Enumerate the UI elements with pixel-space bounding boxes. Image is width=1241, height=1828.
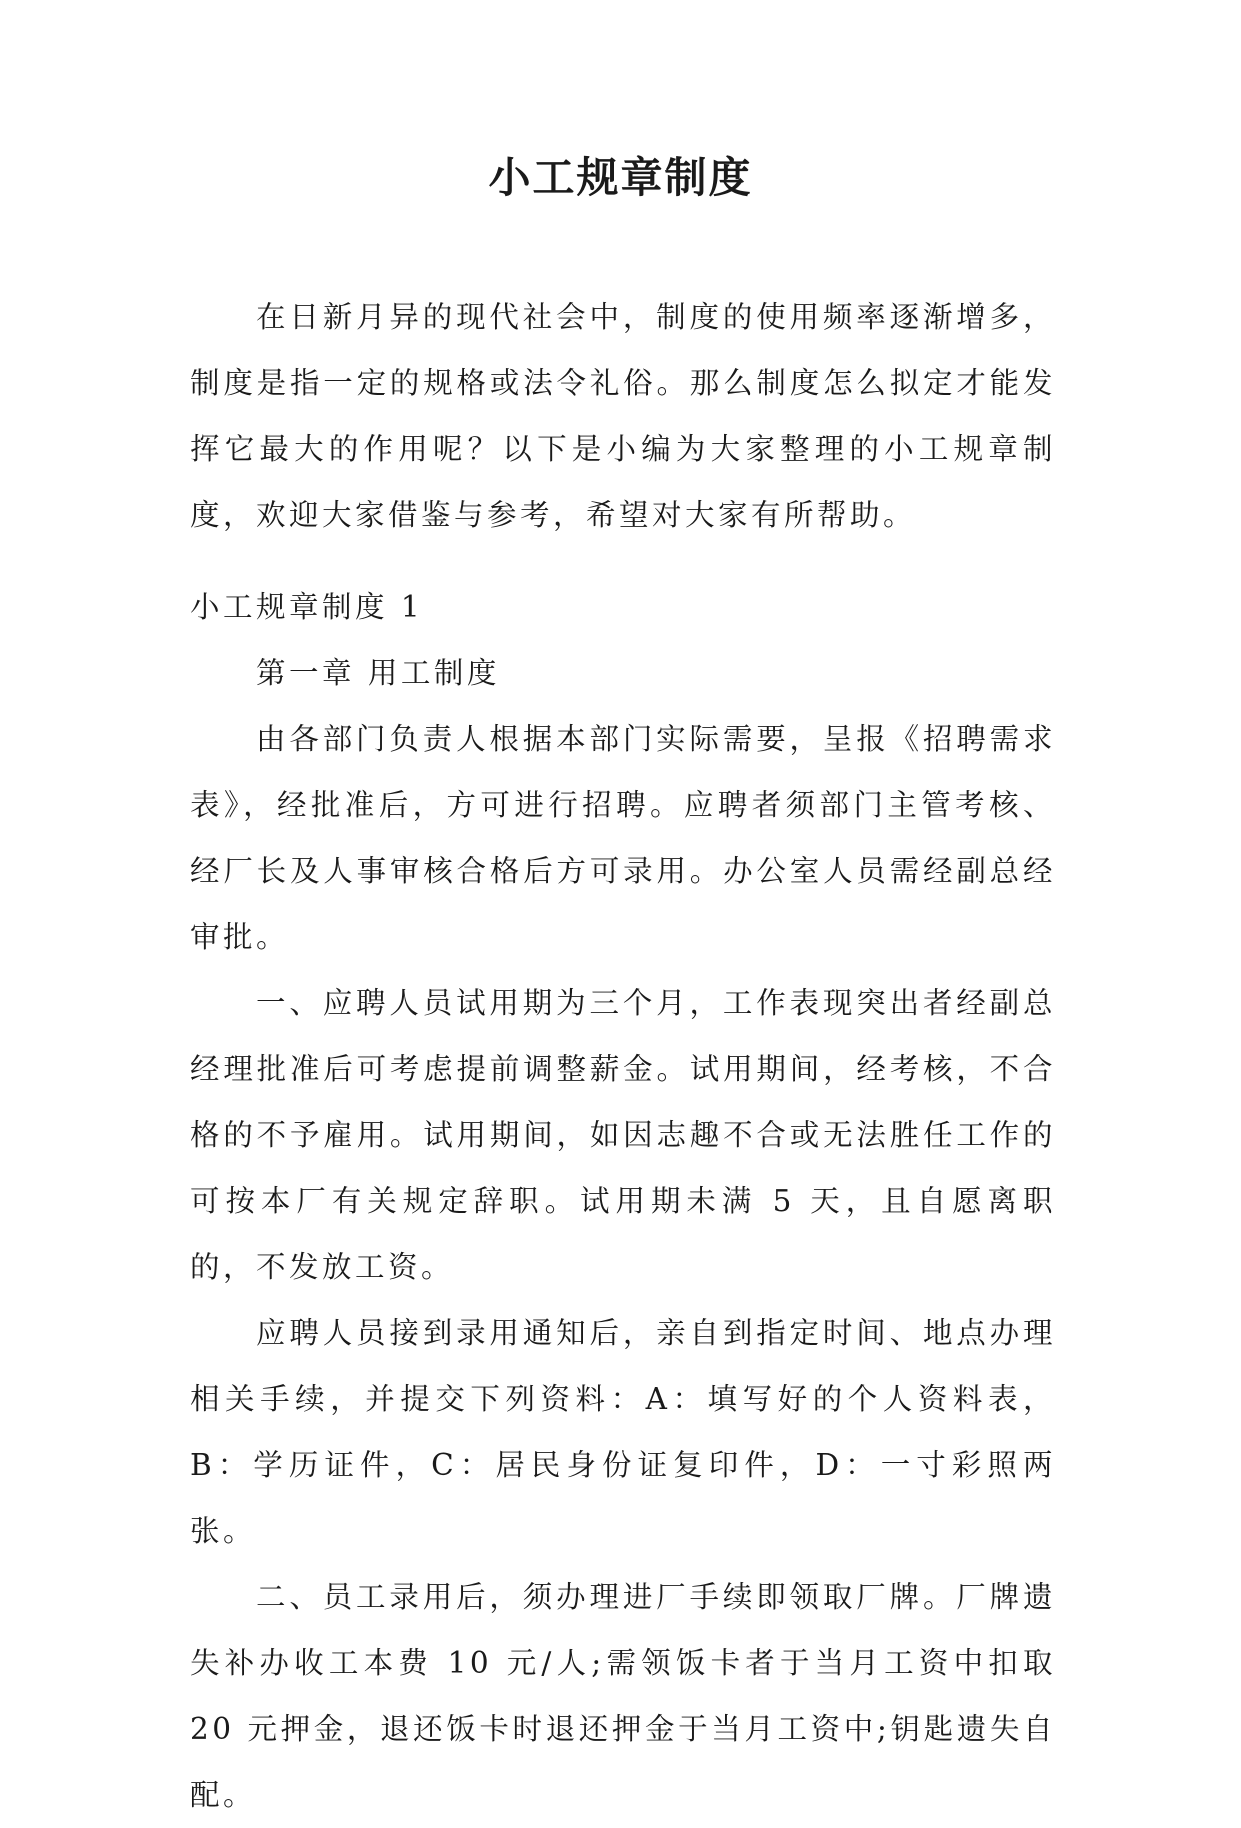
- intro-block: [190, 284, 1056, 548]
- body-paragraph-probation: 一、应聘人员试用期为三个月，工作表现突出者经副总经理批准后可考虑提前调整薪金。试用期间，经考核，不合格的不予雇用。试用期间，如因志趣不合或无法胜任工作的可按本厂有关规定辞职。试用期未满 5 天，且自愿离职的，不发放工资。: [190, 986, 1056, 1284]
- document-title: 小工规章制度: [488, 153, 753, 202]
- body-paragraph-recruitment: 由各部门负责人根据本部门实际需要，呈报《招聘需求表》，经批准后，方可进行招聘。应聘者须部门主管考核、经厂长及人事审核合格后方可录用。办公室人员需经副总经审批。: [190, 722, 1056, 954]
- body-paragraph-onboarding: 应聘人员接到录用通知后，亲自到指定时间、地点办理相关手续，并提交下列资料：A：填写好的个人资料表，B：学历证件，C：居民身份证复印件，D：一寸彩照两张。: [190, 1316, 1056, 1548]
- body-paragraph-badge: 二、员工录用后，须办理进厂手续即领取厂牌。厂牌遗失补办收工本费 10 元/人;需领饭卡者于当月工资中扣取 20 元押金，退还饭卡时退还押金于当月工资中;钥匙遗失自配。: [190, 1580, 1056, 1812]
- section-1: [190, 574, 1056, 1828]
- chapter-title: 第一章 用工制度: [256, 656, 500, 690]
- intro-paragraph: 在日新月异的现代社会中，制度的使用频率逐渐增多，制度是指一定的规格或法令礼俗。那么制度怎么拟定才能发挥它最大的作用呢？以下是小编为大家整理的小工规章制度，欢迎大家借鉴与参考，希望对大家有所帮助。: [190, 300, 1056, 532]
- section-title: 小工规章制度 1: [190, 590, 424, 624]
